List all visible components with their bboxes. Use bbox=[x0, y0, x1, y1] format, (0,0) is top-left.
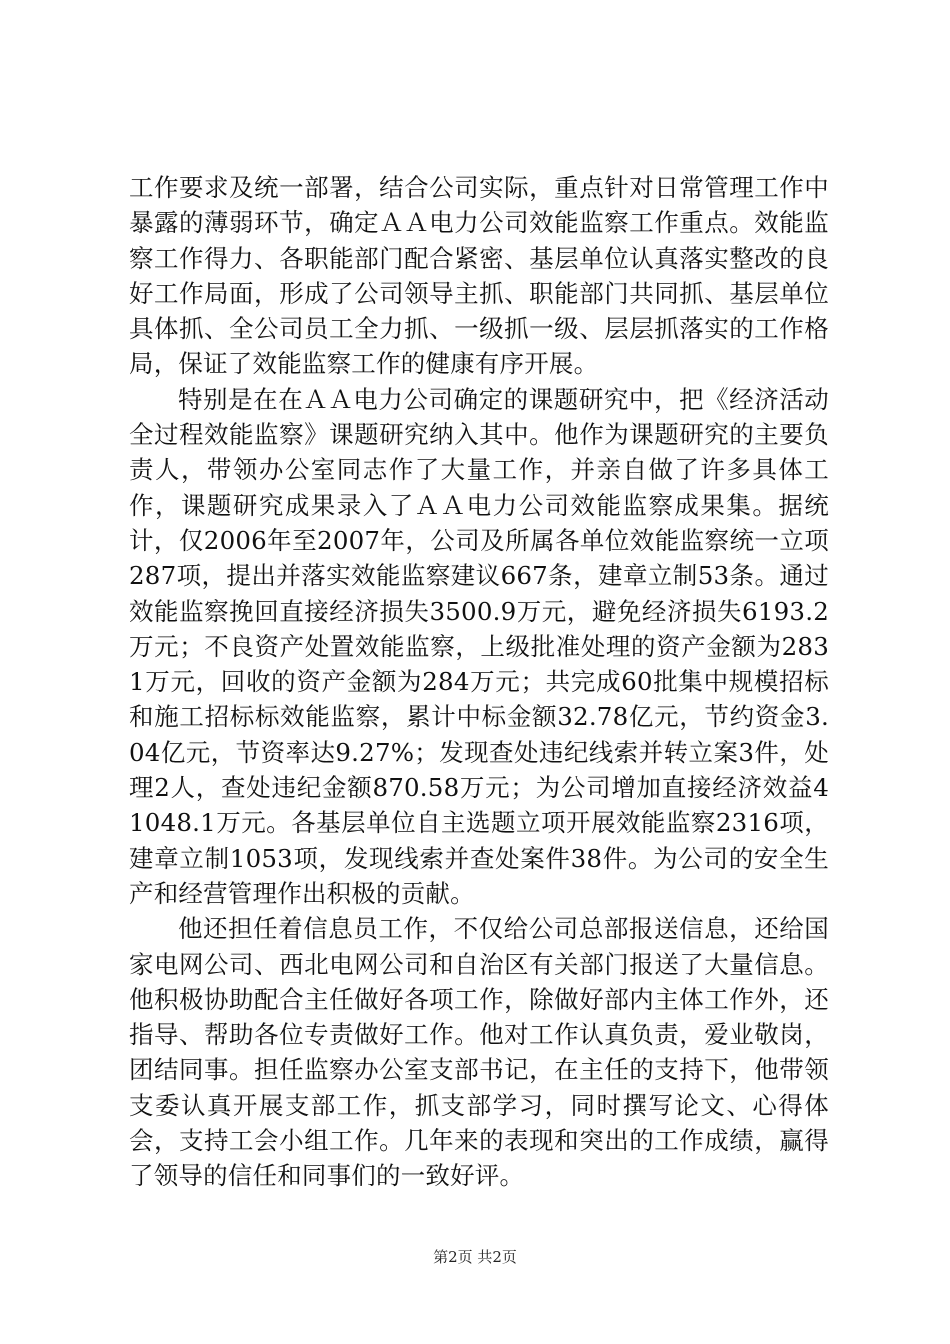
paragraph-continuation: 工作要求及统一部署，结合公司实际，重点针对日常管理工作中暴露的薄弱环节，确定ＡＡ电力公司效能监察工作重点。效能监察工作得力、各职能部门配合紧密、基层单位认真落实整改的良好工作局面，形成了公司领导主抓、职能部门共同抓、基层单位具体抓、全公司员工全力抓、一级抓一级、层层抓落实的工作格局，保证了效能监察工作的健康有序开展。 bbox=[129, 173, 829, 379]
page-number-footer: 第2页 共2页 bbox=[433, 1248, 517, 1266]
paragraph-information-work: 他还担任着信息员工作，不仅给公司总部报送信息，还给国家电网公司、西北电网公司和自治区有关部门报送了大量信息。他积极协助配合主任做好各项工作，除做好部内主体工作外，还指导、帮助各位专责做好工作。他对工作认真负责，爱业敬岗，团结同事。担任监察办公室支部书记，在主任的支持下，他带领支委认真开展支部工作，抓支部学习，同时撰写论文、心得体会，支持工会小组工作。几年来的表现和突出的工作成绩，赢得了领导的信任和同事们的一致好评。 bbox=[129, 914, 829, 1191]
document-body bbox=[129, 170, 829, 1194]
paragraph-research-achievements: 特别是在在ＡＡ电力公司确定的课题研究中，把《经济活动全过程效能监察》课题研究纳入其中。他作为课题研究的主要负责人，带领办公室同志作了大量工作，并亲自做了许多具体工作，课题研究成果录入了ＡＡ电力公司效能监察成果集。据统计，仅2006年至2007年，公司及所属各单位效能监察统一立项287项，提出并落实效能监察建议667条，建章立制53条。通过效能监察挽回直接经济损失3500.9万元，避免经济损失6193.2万元；不良资产处置效能监察，上级批准处理的资产金额为2831万元，回收的资产金额为284万元；共完成60批集中规模招标和施工招标标效能监察，累计中标金额32.78亿元，节约资金3.04亿元，节资率达9.27%；发现查处违纪线索并转立案3件，处理2人，查处违纪金额870.58万元；为公司增加直接经济效益41048.1万元。各基层单位自主选题立项开展效能监察2316项，建章立制1053项，发现线索并查处案件38件。为公司的安全生产和经营管理作出积极的贡献。 bbox=[129, 384, 829, 908]
